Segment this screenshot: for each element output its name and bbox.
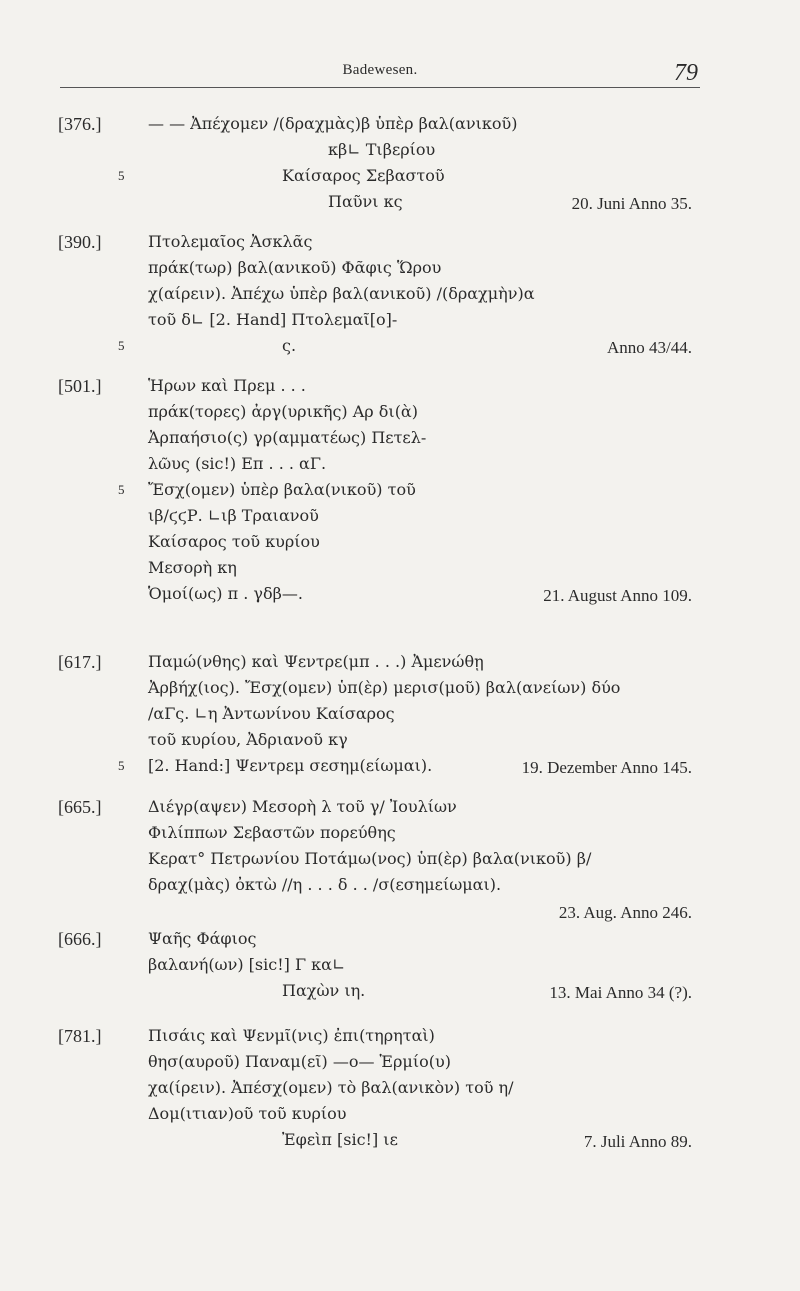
line-marker: 5 [118,758,125,773]
text-line: Παῦνι κς [328,192,403,211]
text-line: Παχὼν ιη. [282,981,366,1000]
text-line: Δομ(ιτιαν)οῦ τοῦ κυρίου [148,1104,347,1123]
text-line: Πτολεμαῖος Ἀσκλᾶς [148,232,313,251]
entry-number: [666.] [58,929,102,949]
entry-date: 23. Aug. Anno 246. [558,903,692,922]
text-line: Ὁμοί(ως) π . γδβ—. [148,584,303,603]
line-marker: 5 [118,482,125,497]
text-line: Φιλίππων Σεβαστῶν πορεύθης [148,823,396,842]
text-line: τοῦ κυρίου, Ἀδριανοῦ κγ [148,730,348,749]
text-line: [2. Hand:] Ψεντρεμ σεσημ(είωμαι). [148,756,433,775]
entry-date: 7. Juli Anno 89. [583,1132,692,1151]
entry-number: [781.] [58,1026,102,1046]
text-line: τοῦ δ∟ [2. Hand] Πτολεμαῖ[ο]- [148,310,398,329]
text-line: Καίσαρος τοῦ κυρίου [148,532,320,551]
text-line: ς. [282,336,297,355]
text-line: — — Ἀπέχομεν /(δραχμὰς)β ὑπὲρ βαλ(ανικοῦ) [148,114,518,133]
page-header [60,58,700,90]
text-line: Ἀρβήχ(ιος). Ἔσχ(ομεν) ὑπ(ὲρ) μερισ(μοῦ) βαλ(ανείων) δύο [148,678,621,697]
entry-number: [665.] [58,797,102,817]
text-line: χα(ίρειν). Ἀπέσχ(ομεν) τὸ βαλ(ανικὸν) τοῦ η/ [148,1078,514,1097]
text-line: Μεσορὴ κη [148,558,237,577]
line-marker: 5 [118,168,125,183]
header-rule [60,87,700,88]
text-line: Ἀρπαήσιο(ς) γρ(αμματέως) Πετελ- [148,428,427,447]
text-line: Κερατ° Πετρωνίου Ποτάμω(νος) ὑπ(ὲρ) βαλα(νικοῦ) β/ [148,849,592,868]
entry-date: 13. Mai Anno 34 (?). [549,983,692,1002]
text-line: Παμώ(νθης) καὶ Ψεντρε(μπ . . .) Ἀμενώθῃ [148,652,484,671]
text-line: λῶυς (sic!) Επ . . . αΓ. [148,454,327,473]
entry-date: 19. Dezember Anno 145. [521,758,692,777]
text-line: πράκ(τωρ) βαλ(ανικοῦ) Φᾶφις Ὥρου [148,258,442,277]
running-title: Badewesen. [342,62,418,78]
entry-number: [617.] [58,652,102,672]
entry-date: 21. August Anno 109. [543,586,692,605]
entry-number: [501.] [58,376,102,396]
entry-date: 20. Juni Anno 35. [571,194,692,213]
text-line: Ἐφεὶπ [sic!] ιε [282,1130,398,1149]
entry-date: Anno 43/44. [607,338,692,357]
page-number: 79 [674,60,698,86]
text-line: πράκ(τορες) ἀργ(υρικῆς) Αρ δι(ὰ) [148,402,418,421]
text-line: Ψαῆς Φάφιος [148,929,257,948]
text-line: Καίσαρος Σεβαστοῦ [282,166,445,185]
line-marker: 5 [118,338,125,353]
text-line: θησ(αυροῦ) Παναμ(εῖ) —ο— Ἑρμίο(υ) [148,1052,451,1071]
text-line: /αΓς. ∟η Ἀντωνίνου Καίσαρος [148,704,395,723]
text-line: Ἡρων καὶ Πρεμ . . . [148,376,306,395]
text-line: χ(αίρειν). Ἀπέχω ὑπὲρ βαλ(ανικοῦ) /(δραχμὴν)α [148,284,535,303]
text-line: Διέγρ(αψεν) Μεσορὴ λ τοῦ γ/ Ἰουλίων [148,797,457,816]
text-line: ιβ/ϛϛΡ. ∟ιβ Τραιανοῦ [148,506,319,525]
entry-number: [376.] [58,114,102,134]
text-line: Ἔσχ(ομεν) ὑπὲρ βαλα(νικοῦ) τοῦ [148,480,416,499]
text-line: Πισάις καὶ Ψενμῖ(νις) ἐπι(τηρηταὶ) [148,1026,435,1045]
text-line: βαλανή(ων) [sic!] Γ κα∟ [148,955,346,974]
text-line: δραχ(μὰς) ὀκτὼ //η . . . δ . . /σ(εσημείωμαι). [148,875,502,894]
text-line: κβ∟ Τιβερίου [328,140,436,159]
entry-number: [390.] [58,232,102,252]
